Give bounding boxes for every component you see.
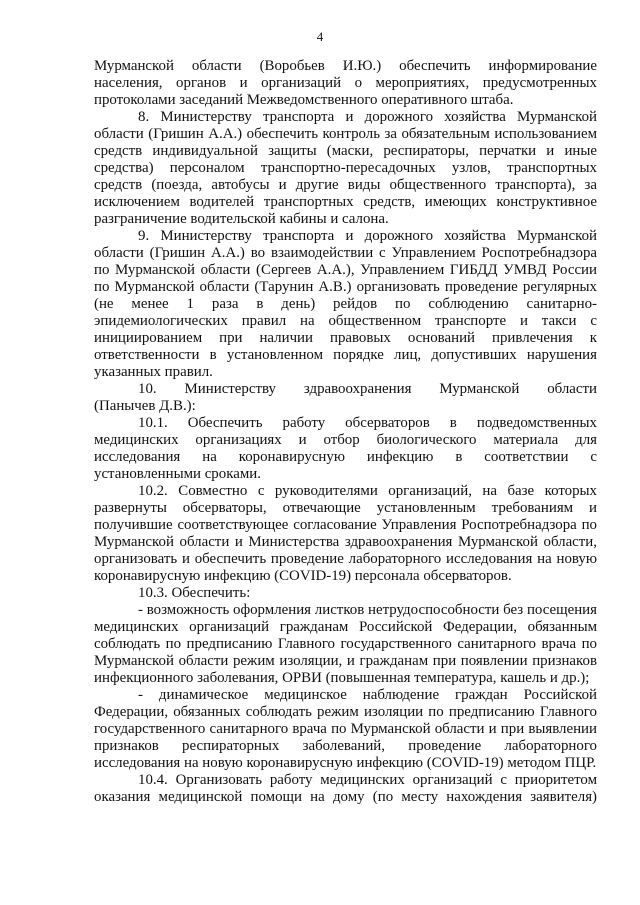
paragraph-bullet-sick-leave: - возможность оформления листков нетрудоспособности без посещения медицинских организаций гражданам Российской Федерации, обязанным соблюдать по предписанию Главного государственного санитарного врача по Мурманской области режим изоляции, и гражданам при появлении признаков инфекционного заболевания, ОРВИ (повышенная температура, кашель и др.); bbox=[94, 602, 597, 686]
heading-word: Мурманской bbox=[439, 381, 520, 397]
paragraph-item-10-heading-tail: (Панычев Д.В.): bbox=[94, 398, 196, 414]
paragraph-item-8: 8. Министерству транспорта и дорожного хозяйства Мурманской области (Гришин А.А.) обеспечить контроль за обязательным использованием средств индивидуальной защиты (маски, респираторы, перчатки и иные средства) персоналом транспортно-пересадочных узлов, транспортных средств (поезда, автобусы и другие виды общественного транспорта), за исключением водителей транспортных средств, имеющих конструктивное разграничение водительской кабины и салона. bbox=[94, 109, 597, 227]
heading-word: 10. bbox=[138, 381, 157, 397]
paragraph-item-10-heading bbox=[94, 381, 597, 398]
heading-word: области bbox=[547, 381, 597, 397]
paragraph-item-10-2: 10.2. Совместно с руководителями организаций, на базе которых развернуты обсерваторы, отвечающие установленным требованиям и получившие соответствующее согласование Управления Роспотребнадзора по Мурманской области и Министерства здравоохранения Мурманской области, организовать и обеспечить проведение лабораторного исследования на новую коронавирусную инфекцию (COVID-19) персонала обсерваторов. bbox=[94, 483, 597, 584]
paragraph-item-10-3: 10.3. Обеспечить: bbox=[138, 585, 251, 601]
paragraph-bullet-monitoring: - динамическое медицинское наблюдение граждан Российской Федерации, обязанных соблюдать режим изоляции по предписанию Главного государственного санитарного врача по Мурманской области и при выявлении признаков респираторных заболеваний, проведение лабораторного исследования на новую коронавирусную инфекцию (COVID-19) методом ПЦР. bbox=[94, 687, 597, 771]
paragraph-item-9: 9. Министерству транспорта и дорожного хозяйства Мурманской области (Гришин А.А.) во взаимодействии с Управлением Роспотребнадзора по Мурманской области (Сергеев А.А.), Управлением ГИБДД УМВД России по Мурманской области (Тарунин А.В.) организовать проведение регулярных (не менее 1 раза в день) рейдов по соблюдению санитарно-эпидемиологических правил на общественном транспорте и такси с инициированием при наличии правовых оснований привлечения к ответственности в установленном порядке лиц, допустивших нарушения указанных правил. bbox=[94, 228, 597, 380]
document-body bbox=[94, 58, 597, 806]
paragraph-item-10-4: 10.4. Организовать работу медицинских организаций с приоритетом оказания медицинской помощи на дому (по месту нахождения заявителя) bbox=[94, 772, 597, 805]
heading-word: Министерству bbox=[184, 381, 276, 397]
paragraph-continuation: Мурманской области (Воробьев И.Ю.) обеспечить информирование населения, органов и организаций о мероприятиях, предусмотренных протоколами заседаний Межведомственного оперативного штаба. bbox=[94, 58, 597, 108]
page-number: 4 bbox=[316, 29, 324, 44]
paragraph-item-10-1: 10.1. Обеспечить работу обсерваторов в подведомственных медицинских организациях и отбор биологического материала для исследования на коронавирусную инфекцию в соответствии с установленными сроками. bbox=[94, 415, 597, 482]
heading-word: здравоохранения bbox=[303, 381, 412, 397]
